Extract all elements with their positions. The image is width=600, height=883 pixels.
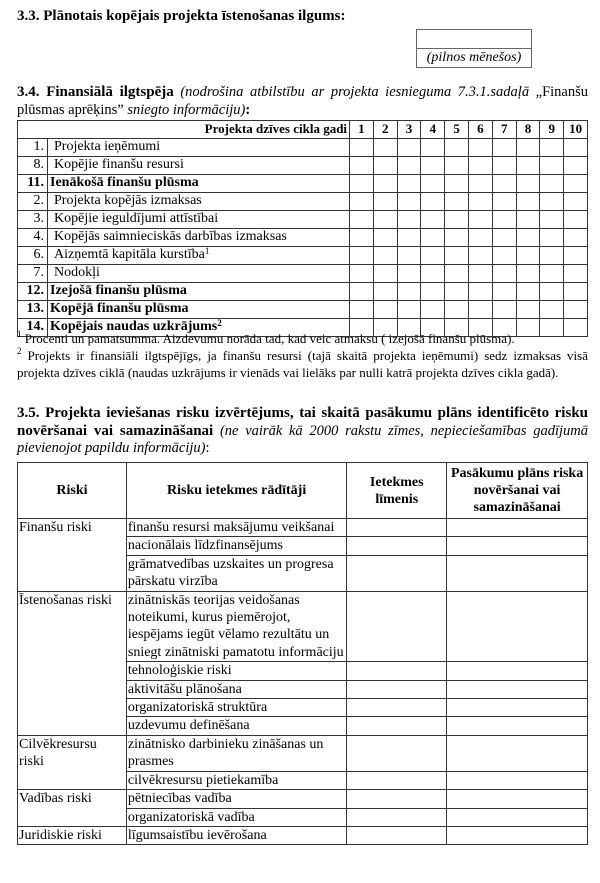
risk-indicator: līgumsaistību ievērošana: [126, 826, 346, 844]
year-value-cell[interactable]: [492, 193, 516, 211]
row-number: 11.: [18, 175, 48, 193]
year-value-cell[interactable]: [373, 175, 397, 193]
row-number: 14.: [18, 319, 48, 337]
row-label: [48, 247, 350, 265]
duration-unit-label: (pilnos mēnešos): [426, 50, 522, 65]
risk-indicator: uzdevumu definēšana: [126, 717, 346, 735]
action-plan-cell[interactable]: [447, 555, 588, 591]
year-value-cell[interactable]: [373, 157, 397, 175]
table-row: [18, 175, 588, 193]
year-value-cell[interactable]: [350, 301, 374, 319]
row-label-text: Projekta ieņēmumi: [54, 139, 161, 154]
colon: :: [205, 440, 210, 456]
row-number: 2.: [18, 193, 48, 211]
row-label-text: Aizņemtā kapitāla kurstība: [54, 247, 205, 262]
year-header: 10: [564, 121, 588, 139]
impact-level-cell[interactable]: [347, 826, 447, 844]
year-value-cell[interactable]: [469, 301, 493, 319]
risk-assessment-table: [17, 462, 588, 845]
year-value-cell[interactable]: [421, 157, 445, 175]
table-row: [18, 211, 588, 229]
risk-indicator: finanšu resursi maksājumu veikšanai: [126, 519, 346, 537]
year-value-cell[interactable]: [516, 193, 540, 211]
footnote-1: [17, 330, 588, 347]
duration-field: [416, 29, 532, 68]
year-value-cell[interactable]: [373, 301, 397, 319]
colon: :: [245, 101, 251, 118]
row-label: [48, 301, 350, 319]
row-number: 8.: [18, 157, 48, 175]
row-label-text: Ienākošā finanšu plūsma: [50, 175, 199, 190]
risk-indicator: zinātniskās teorijas veidošanas noteikumi, kurus piemērojot, iespējams iegūt vēlamo rezultātu un sniegt zinātniski pamatotu informāciju: [126, 591, 346, 662]
row-number: 3.: [18, 211, 48, 229]
risk-indicator: nacionālais līdzfinansējums: [126, 537, 346, 555]
year-value-cell[interactable]: [350, 247, 374, 265]
impact-level-cell[interactable]: [347, 735, 447, 771]
year-value-cell[interactable]: [492, 211, 516, 229]
section-3-3-title: 3.3. Plānotais kopējais projekta īstenošanas ilgums:: [17, 8, 346, 24]
impact-level-cell[interactable]: [347, 591, 447, 662]
section-3-4-quote: „Finanšu plūsmas aprēķins”: [17, 84, 589, 118]
row-label-text: Izejošā finanšu plūsma: [50, 283, 187, 298]
row-number: 4.: [18, 229, 48, 247]
row-label: [48, 175, 350, 193]
year-value-cell[interactable]: [492, 229, 516, 247]
year-value-cell[interactable]: [373, 247, 397, 265]
year-value-cell[interactable]: [350, 265, 374, 283]
year-value-cell[interactable]: [516, 265, 540, 283]
footnote-mark: 1: [17, 329, 22, 339]
row-label: [48, 283, 350, 301]
year-value-cell[interactable]: [564, 301, 588, 319]
year-value-cell[interactable]: [421, 193, 445, 211]
impact-level-cell[interactable]: [347, 519, 447, 537]
year-value-cell[interactable]: [421, 265, 445, 283]
year-header: 2: [373, 121, 397, 139]
year-value-cell[interactable]: [373, 283, 397, 301]
year-header: 6: [469, 121, 493, 139]
action-plan-cell[interactable]: [447, 790, 588, 808]
year-value-cell[interactable]: [540, 301, 564, 319]
row-number: 12.: [18, 283, 48, 301]
year-value-cell[interactable]: [445, 301, 469, 319]
year-value-cell[interactable]: [564, 175, 588, 193]
year-value-cell[interactable]: [373, 139, 397, 157]
risk-indicator: tehnoloģiskie riski: [126, 662, 346, 680]
action-plan-cell[interactable]: [447, 519, 588, 537]
year-value-cell[interactable]: [516, 139, 540, 157]
year-value-cell[interactable]: [445, 265, 469, 283]
year-header: 9: [540, 121, 564, 139]
year-header: 7: [492, 121, 516, 139]
year-value-cell[interactable]: [350, 193, 374, 211]
table-row: [18, 247, 588, 265]
risk-row: [18, 519, 588, 537]
risk-row: [18, 591, 588, 662]
year-value-cell[interactable]: [373, 193, 397, 211]
year-value-cell[interactable]: [373, 229, 397, 247]
year-value-cell[interactable]: [540, 211, 564, 229]
year-header: 1: [350, 121, 374, 139]
row-label-text: Kopējais naudas uzkrājums: [50, 319, 218, 334]
year-value-cell[interactable]: [421, 301, 445, 319]
risk-indicator: zinātnisko darbinieku zināšanas un prasmes: [126, 735, 346, 771]
table-row: [18, 139, 588, 157]
year-value-cell[interactable]: [540, 157, 564, 175]
table-row: [18, 283, 588, 301]
risk-row: [18, 735, 588, 771]
year-value-cell[interactable]: [373, 265, 397, 283]
header-risks: Riski: [18, 463, 127, 519]
impact-level-cell[interactable]: [347, 537, 447, 555]
header-action-plan: Pasākumu plāns riska novēršanai vai samazināšanai: [447, 463, 588, 519]
year-value-cell[interactable]: [469, 265, 493, 283]
year-value-cell[interactable]: [469, 283, 493, 301]
year-header: 3: [397, 121, 421, 139]
row-number: 7.: [18, 265, 48, 283]
table-row: [18, 193, 588, 211]
financial-sustainability-table: [17, 120, 588, 337]
year-value-cell[interactable]: [445, 157, 469, 175]
year-value-cell[interactable]: [445, 229, 469, 247]
row-label: [48, 211, 350, 229]
year-value-cell[interactable]: [564, 193, 588, 211]
year-value-cell[interactable]: [397, 265, 421, 283]
risk-indicator: aktivitāšu plānošana: [126, 680, 346, 698]
row-label-text: Projekta kopējās izmaksas: [54, 193, 202, 208]
year-value-cell[interactable]: [397, 301, 421, 319]
table-row: [18, 265, 588, 283]
risk-category: Īstenošanas riski: [18, 591, 127, 735]
year-value-cell[interactable]: [516, 229, 540, 247]
year-value-cell[interactable]: [445, 175, 469, 193]
year-value-cell[interactable]: [564, 247, 588, 265]
year-value-cell[interactable]: [516, 157, 540, 175]
year-value-cell[interactable]: [540, 283, 564, 301]
risk-row: [18, 790, 588, 808]
row-label-text: Kopējie finanšu resursi: [54, 157, 184, 172]
action-plan-cell[interactable]: [447, 808, 588, 826]
row-number: 6.: [18, 247, 48, 265]
year-value-cell[interactable]: [492, 283, 516, 301]
year-value-cell[interactable]: [564, 211, 588, 229]
year-value-cell[interactable]: [492, 175, 516, 193]
risk-category: Cilvēkresursu riski: [18, 735, 127, 789]
duration-input[interactable]: [417, 30, 531, 49]
footnote-text: Procenti un pamatsumma. Aizdevumu norāda tad, kad veic atmaksu ( izejošā finanšu plūsma).: [21, 331, 515, 346]
year-value-cell[interactable]: [564, 229, 588, 247]
year-value-cell[interactable]: [469, 193, 493, 211]
year-value-cell[interactable]: [397, 175, 421, 193]
year-value-cell[interactable]: [540, 175, 564, 193]
year-value-cell[interactable]: [445, 211, 469, 229]
year-value-cell[interactable]: [421, 283, 445, 301]
year-value-cell[interactable]: [492, 157, 516, 175]
year-header: 5: [445, 121, 469, 139]
year-value-cell[interactable]: [350, 283, 374, 301]
year-value-cell[interactable]: [421, 175, 445, 193]
section-3-5-heading: [17, 405, 588, 458]
year-value-cell[interactable]: [445, 193, 469, 211]
row-label: [48, 265, 350, 283]
footnote-ref: 2: [217, 318, 222, 328]
year-value-cell[interactable]: [469, 139, 493, 157]
year-value-cell[interactable]: [540, 139, 564, 157]
section-3-4-note2: sniegto informāciju): [123, 101, 246, 118]
year-value-cell[interactable]: [564, 139, 588, 157]
year-value-cell[interactable]: [397, 229, 421, 247]
year-value-cell[interactable]: [350, 157, 374, 175]
row-label: [48, 139, 350, 157]
year-value-cell[interactable]: [421, 211, 445, 229]
row-label-text: Kopējās saimnieciskās darbības izmaksas: [54, 229, 287, 244]
year-value-cell[interactable]: [516, 175, 540, 193]
impact-level-cell[interactable]: [347, 771, 447, 789]
risk-category: Vadības riski: [18, 790, 127, 827]
action-plan-cell[interactable]: [447, 680, 588, 698]
risk-category: Juridiskie riski: [18, 826, 127, 844]
year-value-cell[interactable]: [540, 193, 564, 211]
year-value-cell[interactable]: [469, 229, 493, 247]
table-row: [18, 157, 588, 175]
year-value-cell[interactable]: [516, 211, 540, 229]
action-plan-cell[interactable]: [447, 537, 588, 555]
table-row: [18, 301, 588, 319]
row-label-text: Nodokļi: [54, 265, 100, 280]
year-value-cell[interactable]: [564, 265, 588, 283]
section-3-4-note: (nodrošina atbilstību ar projekta iesnieguma 7.3.1.sadaļā: [180, 84, 536, 100]
year-value-cell[interactable]: [350, 175, 374, 193]
year-value-cell[interactable]: [564, 157, 588, 175]
risk-indicator: organizatoriskā vadība: [126, 808, 346, 826]
section-3-5-note: (ne vairāk kā 2000 rakstu zīmes, nepieciešamības gadījumā pievienojot papildu informāciju): [17, 422, 588, 456]
action-plan-cell[interactable]: [447, 826, 588, 844]
year-value-cell[interactable]: [469, 211, 493, 229]
year-value-cell[interactable]: [421, 247, 445, 265]
impact-level-cell[interactable]: [347, 717, 447, 735]
action-plan-cell[interactable]: [447, 717, 588, 735]
section-3-5-title: 3.5. Projekta ieviešanas risku izvērtējums, tai skaitā pasākumu plāns identificēto risku novēršanai vai samazināšanai: [17, 405, 588, 439]
row-label-text: Kopējie ieguldījumi attīstībai: [54, 211, 219, 226]
action-plan-cell[interactable]: [447, 699, 588, 717]
year-value-cell[interactable]: [397, 211, 421, 229]
row-label: [48, 157, 350, 175]
year-value-cell[interactable]: [373, 211, 397, 229]
year-value-cell[interactable]: [421, 229, 445, 247]
year-value-cell[interactable]: [397, 157, 421, 175]
year-value-cell[interactable]: [492, 139, 516, 157]
year-value-cell[interactable]: [492, 301, 516, 319]
years-header: Projekta dzīves cikla gadi: [18, 121, 350, 139]
year-value-cell[interactable]: [445, 283, 469, 301]
section-3-4-title: 3.4. Finansiālā ilgtspēja: [17, 84, 174, 100]
year-value-cell[interactable]: [516, 247, 540, 265]
row-number: 1.: [18, 139, 48, 157]
year-value-cell[interactable]: [421, 139, 445, 157]
year-header: 4: [421, 121, 445, 139]
action-plan-cell[interactable]: [447, 591, 588, 662]
impact-level-cell[interactable]: [347, 790, 447, 808]
year-value-cell[interactable]: [540, 229, 564, 247]
action-plan-cell[interactable]: [447, 735, 588, 771]
year-value-cell[interactable]: [540, 247, 564, 265]
year-value-cell[interactable]: [397, 139, 421, 157]
year-value-cell[interactable]: [397, 193, 421, 211]
year-value-cell[interactable]: [350, 229, 374, 247]
table-row: [18, 229, 588, 247]
impact-level-cell[interactable]: [347, 662, 447, 680]
year-value-cell[interactable]: [397, 283, 421, 301]
year-value-cell[interactable]: [469, 247, 493, 265]
footnote-text: Projekts ir finansiāli ilgtspējīgs, ja finanšu resursi (tajā skaitā projekta ieņēmumi) sedz izmaksas visā projekta dzīves ciklā (naudas uzkrājums ir vienāds vai lielāks par nulli katrā projekta dzīves cikla gadā).: [17, 348, 588, 380]
risk-indicator: cilvēkresursu pietiekamība: [126, 771, 346, 789]
year-value-cell[interactable]: [516, 301, 540, 319]
action-plan-cell[interactable]: [447, 771, 588, 789]
impact-level-cell[interactable]: [347, 699, 447, 717]
action-plan-cell[interactable]: [447, 662, 588, 680]
risk-indicator: pētniecības vadība: [126, 790, 346, 808]
impact-level-cell[interactable]: [347, 680, 447, 698]
year-value-cell[interactable]: [492, 247, 516, 265]
impact-level-cell[interactable]: [347, 808, 447, 826]
risk-indicator: grāmatvedības uzskaites un progresa pārskatu virzība: [126, 555, 346, 591]
year-value-cell[interactable]: [492, 265, 516, 283]
year-value-cell[interactable]: [540, 265, 564, 283]
year-header: 8: [516, 121, 540, 139]
risk-row: [18, 826, 588, 844]
row-label: [48, 193, 350, 211]
footnote-mark: 2: [17, 346, 22, 356]
row-number: 13.: [18, 301, 48, 319]
year-value-cell[interactable]: [350, 139, 374, 157]
year-value-cell[interactable]: [350, 211, 374, 229]
year-value-cell[interactable]: [445, 139, 469, 157]
risk-indicator: organizatoriskā struktūra: [126, 699, 346, 717]
risk-category: Finanšu riski: [18, 519, 127, 592]
year-value-cell[interactable]: [469, 157, 493, 175]
header-indicators: Risku ietekmes rādītāji: [126, 463, 346, 519]
row-label: [48, 229, 350, 247]
footnote-ref: 1: [204, 246, 210, 256]
footnote-2: [17, 347, 588, 381]
year-value-cell[interactable]: [469, 175, 493, 193]
row-label-text: Kopējā finanšu plūsma: [50, 301, 189, 316]
year-value-cell[interactable]: [564, 283, 588, 301]
header-impact-level: Ietekmes līmenis: [347, 463, 447, 519]
year-value-cell[interactable]: [397, 247, 421, 265]
section-3-4-heading: [17, 84, 588, 119]
year-value-cell[interactable]: [516, 283, 540, 301]
year-value-cell[interactable]: [445, 247, 469, 265]
impact-level-cell[interactable]: [347, 555, 447, 591]
